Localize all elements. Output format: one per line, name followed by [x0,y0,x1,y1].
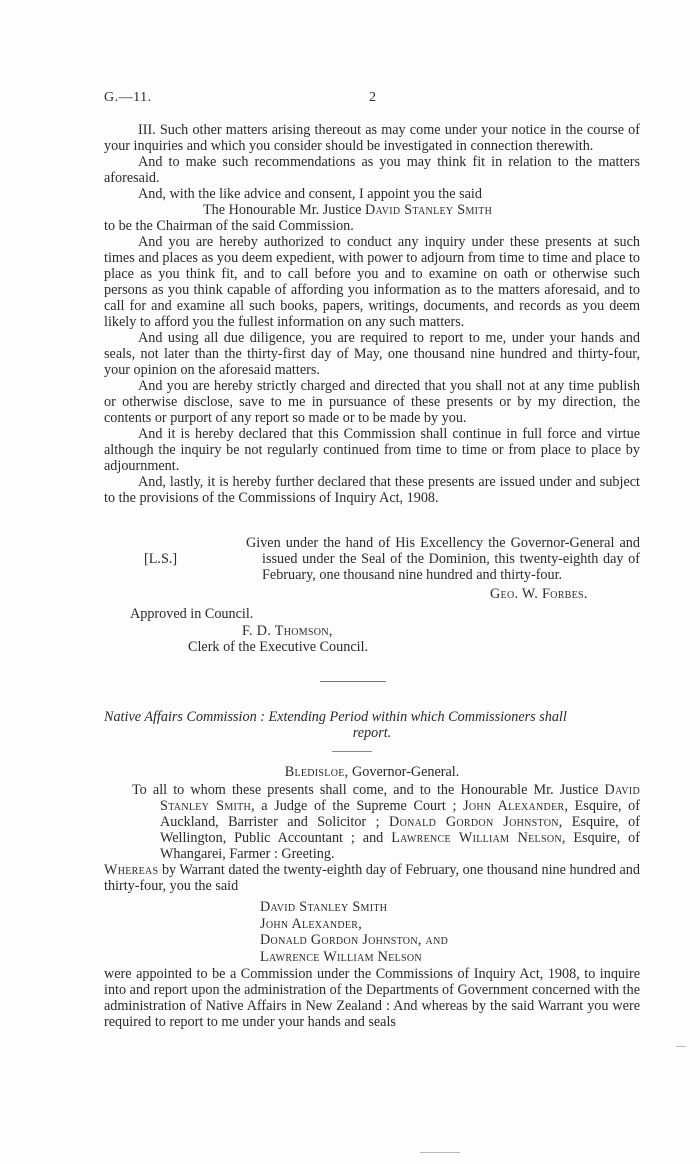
scan-mark [420,1152,460,1153]
clerk-title: Clerk of the Executive Council. [188,639,369,655]
governor-general-line [104,764,640,780]
paragraph-lastly: And, lastly, it is hereby further declared that these presents are issued under and subject to the provisions of the Commissions of Inquiry Act, 1908. [104,474,640,506]
appointed-paragraph: were appointed to be a Commission under the Commissions of Inquiry Act, 1908, to inquire into and report upon the administration of the Departments of Government concerned with the administration of Native Affairs in New Zealand : And whereas by the said Warrant you were required to report to me under your hands and seals [104,966,640,1030]
commissioner-name: Lawrence William Nelson [260,948,422,965]
governor-title: Governor-General. [348,764,460,780]
paragraph-authorized: And you are hereby authorized to conduct any inquiry under these presents at such times and places as you deem expedient, with power to adjourn from time to time and place to place as you think fit, and to call before you and to examine on oath or otherwise such persons as you think capable of affording you information as to the matters aforesaid, and to call for and examine all such books, papers, writings, documents, and records as you deem likely to afford you the fullest information on any such matters. [104,234,640,330]
to-all-greeting [104,782,640,862]
whereas-word: Whereas [104,862,159,878]
greeting-text: , a Judge of the Supreme Court ; [251,798,464,814]
paragraph-other-matters: III. Such other matters arising thereout as may come under your notice in the course of your inquiries and which you consider should be investigated in connection therewith. [104,122,640,154]
approved-in-council: Approved in Council. [130,606,254,622]
section-divider [320,681,386,682]
document-reference: G.—11. [104,90,152,105]
greeting-text: , Esquire, of Whangarei, Farmer : Greeting. [160,830,640,862]
clerk-name: F. D. Thomson, [242,623,333,639]
commissioner-names-list [260,899,448,965]
greeting-text: , Esquire, of Auckland, Barrister and Solicitor ; [160,798,641,830]
page-number: 2 [369,90,376,105]
scan-mark [676,1046,686,1047]
seal-mark: [L.S.] [144,551,178,567]
given-under-hand: Given under the hand of His Excellency the Governor-General and issued under the Seal of the Dominion, this twenty-eighth day of February, one thousand nine hundred and thirty-four. [246,535,640,583]
governor-name: Bledisloe, [284,764,349,780]
section-heading: Native Affairs Commission : Extending Period within which Commissioners shall [104,709,567,725]
commissioner-name: Donald Gordon Johnston, and [260,932,449,948]
name-alexander: John Alexander [463,798,565,814]
name-johnston: Donald Gordon Johnston [389,814,559,830]
whereas-text: by Warrant dated the twenty-eighth day of February, one thousand nine hundred and thirty-four, you the said [104,862,640,894]
paragraph-chairman: to be the Chairman of the said Commission. [104,218,354,234]
appointee-prefix: The Honourable Mr. Justice [203,202,362,218]
name-nelson: Lawrence William Nelson [391,830,562,846]
paragraph-appoint: And, with the like advice and consent, I appoint you the said [138,186,482,202]
commission-body [104,122,640,506]
signatory-name: Geo. W. Forbes. [490,586,588,602]
greeting-text: To all to whom these presents shall come, and to the Honourable Mr. Justice [132,782,605,798]
commissioner-name: David Stanley Smith [260,899,388,915]
paragraph-recommendations: And to make such recommendations as you may think fit in relation to the matters aforesaid. [104,154,640,186]
whereas-paragraph [104,862,640,894]
paragraph-report-deadline: And using all due diligence, you are required to report to me, under your hands and seals, not later than the thirty-first day of May, one thousand nine hundred and thirty-four, your opinion on the aforesaid matters. [104,330,640,378]
heading-underline-rule [332,751,372,752]
paragraph-full-force: And it is hereby declared that this Commission shall continue in full force and virtue although the inquiry be not regularly continued from time to time or from place to place by adjournment. [104,426,640,474]
greeting-text: , Esquire, of Wellington, Public Accountant ; and [160,814,640,846]
section-heading-continued: report. [352,725,392,741]
paragraph-strictly-charged: And you are hereby strictly charged and directed that you shall not at any time publish or otherwise disclose, save to me in pursuance of these presents or by my direction, the contents or purport of any report so made or to be made by you. [104,378,640,426]
commissioner-name: John Alexander, [260,915,363,932]
appointee-line [104,202,640,218]
appointee-name: David Stanley Smith [364,202,493,218]
name-smith: David Stanley Smith [160,782,640,814]
